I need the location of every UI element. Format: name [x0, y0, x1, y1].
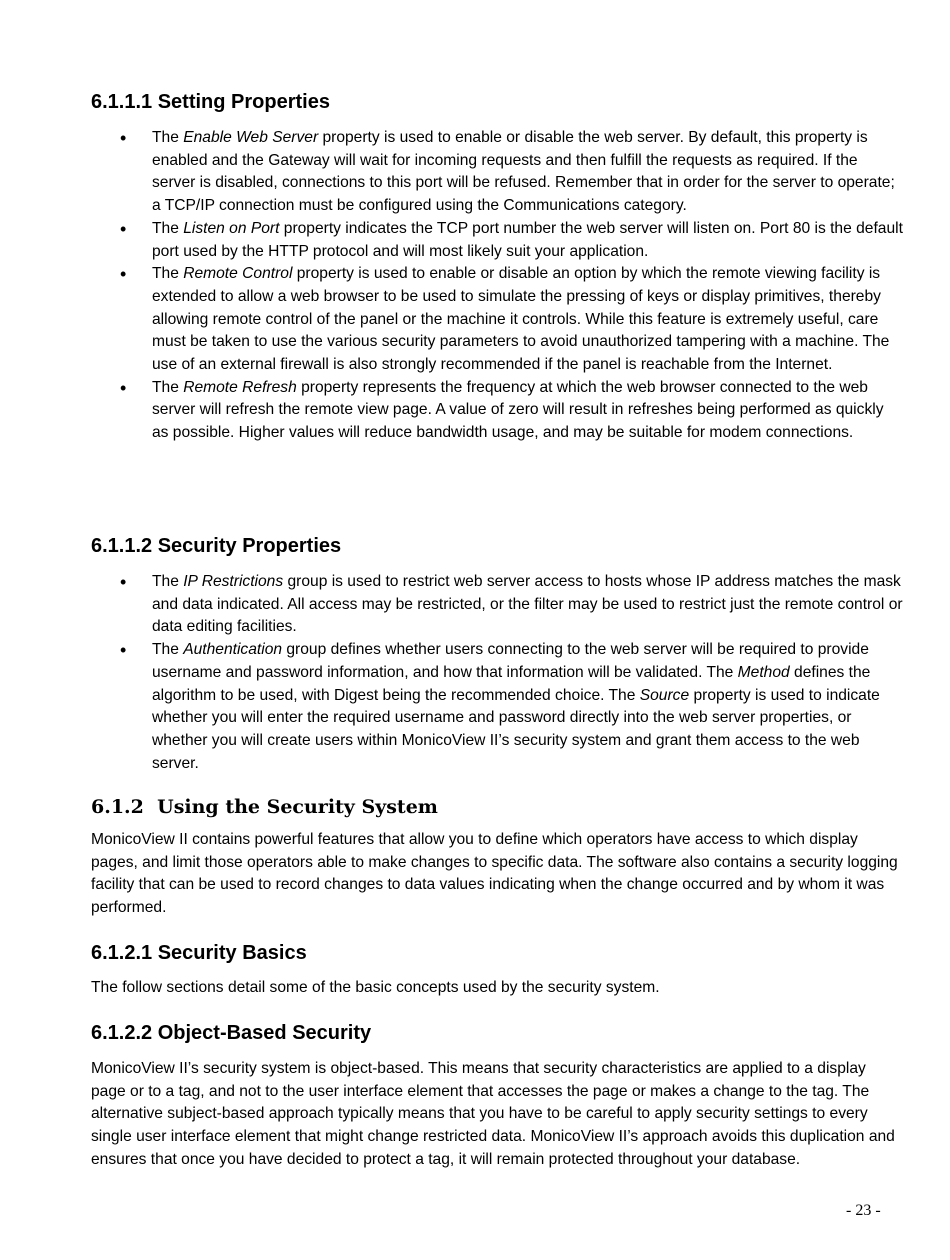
- property-name: IP Restrictions: [183, 573, 284, 590]
- list-item: • The Remote Control property is used to enable or disable an option by which the remote viewing facility is extended to allow a web browser to be used to simulate the pressing of keys or display primitives, thereby allowing remote control of the panel or the machine it controls. While this feature is extremely useful, care must be taken to use the various security parameters to avoid unauthorized tampering with a machine. The use of an external firewall is also strongly recommended if the panel is reachable from the Internet.: [91, 263, 903, 377]
- heading-using-security-system: 6.1.2 Using the Security System: [91, 796, 438, 818]
- list-item: • The Authentication group defines whether users connecting to the web server will be required to provide username and password information, and how that information will be validated. The Method defines the algorithm to be used, with Digest being the recommended choice. The Source property is used to indicate whether you will enter the required username and password directly into the web server properties, or whether you will create users within MonicoView II’s security system and grant them access to the web server.: [91, 639, 903, 775]
- list-item: • The Listen on Port property indicates the TCP port number the web server will listen on. Port 80 is the default port used by the HTTP protocol and will most likely suit your application.: [91, 218, 903, 263]
- list-item: • The Remote Refresh property represents the frequency at which the web browser connected to the web server will refresh the remote view page. A value of zero will result in refreshes being performed as quickly as possible. Higher values will reduce bandwidth usage, and may be suitable for modem connections.: [91, 377, 903, 445]
- property-name: Source: [639, 686, 690, 704]
- list-item: • The IP Restrictions group is used to restrict web server access to hosts whose IP address matches the mask and data indicated. All access may be restricted, or the filter may be used to restrict just the remote control or data editing facilities.: [91, 571, 903, 639]
- paragraph-object-based-security: MonicoView II’s security system is object-based. This means that security characteristics are applied to a display page or to a tag, and not to the user interface element that accesses the page or makes a change to the tag. The alternative subject-based approach typically means that you have to be careful to apply security settings to every single user interface element that might change restricted data. MonicoView II’s approach avoids this duplication and ensures that once you have decided to protect a tag, it will remain protected throughout your database.: [91, 1060, 895, 1168]
- property-name: Listen on Port: [183, 219, 280, 237]
- heading-security-basics: 6.1.2.1 Security Basics: [91, 942, 307, 964]
- list-item: • The Enable Web Server property is used to enable or disable the web server. By default, this property is enabled and the Gateway will wait for incoming requests and then fulfill the requests as required. If the server is disabled, connections to this port will be refused. Remember that in order for the server to operate; a TCP/IP connection must be configured using the Communications category.: [91, 127, 903, 218]
- heading-security-properties: 6.1.1.2 Security Properties: [91, 535, 342, 557]
- property-name: Enable Web Server: [183, 129, 319, 146]
- setting-properties-list: [91, 127, 903, 445]
- property-name: Remote Control: [183, 265, 293, 283]
- paragraph-security-basics: The follow sections detail some of the basic concepts used by the security system.: [91, 979, 660, 996]
- property-name: Remote Refresh: [183, 378, 297, 396]
- heading-object-based-security: 6.1.2.2 Object-Based Security: [91, 1022, 372, 1044]
- paragraph-using-security-system: MonicoView II contains powerful features that allow you to define which operators have access to which display pages, and limit those operators able to make changes to specific data. The software also contains a security logging facility that can be used to record changes to data values indicating when the change occurred and by whom it was performed.: [91, 831, 898, 917]
- security-properties-list: [91, 571, 903, 775]
- page-number: - 23 -: [846, 1202, 881, 1219]
- heading-setting-properties: 6.1.1.1 Setting Properties: [91, 91, 330, 113]
- property-name: Method: [737, 663, 790, 681]
- property-name: Authentication: [183, 641, 283, 659]
